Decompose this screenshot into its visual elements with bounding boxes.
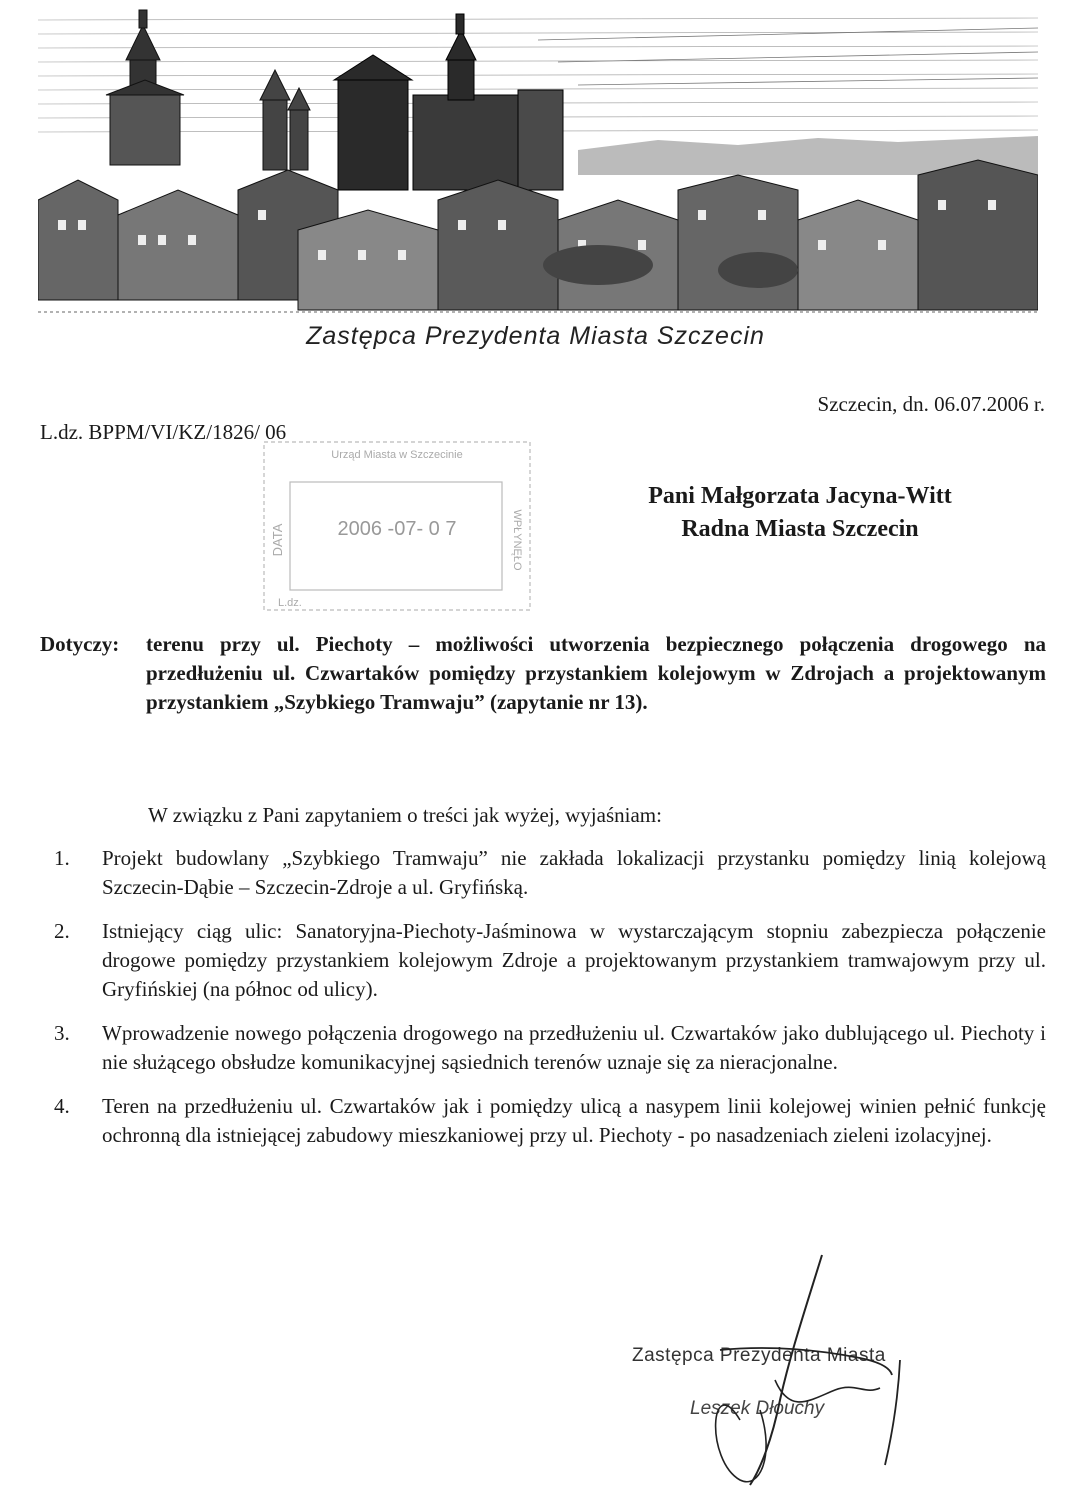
list-item (40, 1019, 1046, 1077)
list-item-text: Istniejący ciąg ulic: Sanatoryjna-Piechoty-Jaśminowa w wystarczającym stopniu zabezpiecza połączenie drogowe pomiędzy przystankiem kolejowym Zdroje a projektowanym przystankiem tramwajowym przy ul. Gryfińskiej (na północ od ulicy). (102, 919, 1046, 1001)
addressee-title: Radna Miasta Szczecin (681, 516, 919, 542)
list-item-number: 1. (54, 846, 70, 870)
numbered-list (40, 844, 1046, 1165)
reference-number: L.dz. BPPM/VI/KZ/1826/ 06 (40, 420, 287, 444)
signature-title: Zastępca Prezydenta Miasta (632, 1345, 886, 1366)
subject-line (40, 630, 1046, 717)
letterhead-illustration (38, 0, 1038, 330)
body-intro: W związku z Pani zapytaniem o treści jak wyżej, wyjaśniam: (148, 803, 662, 827)
list-item (40, 844, 1046, 902)
addressee (560, 480, 1040, 546)
subject-label: Dotyczy: (40, 632, 120, 656)
subject-text: terenu przy ul. Piechoty – możliwości utworzenia bezpiecznego połączenia drogowego na przedłużeniu ul. Czwartaków pomiędzy przystankiem kolejowym w Zdrojach a projektowanym przystankiem „Szybkiego Tramwaju” (zapytanie nr 13). (146, 632, 1046, 714)
stamp-label-left: DATA (270, 523, 285, 557)
addressee-name: Pani Małgorzata Jacyna-Witt (648, 483, 952, 509)
signature-block (600, 1250, 930, 1460)
signature-name: Leszek Dłouchy (690, 1398, 825, 1419)
letterhead-caption: Zastępca Prezydenta Miasta Szczecin (306, 322, 765, 350)
list-item (40, 917, 1046, 1004)
list-item-number: 2. (54, 919, 70, 943)
list-item-text: Projekt budowlany „Szybkiego Tramwaju” nie zakłada lokalizacji przystanku pomiędzy linią kolejową Szczecin-Dąbie – Szczecin-Zdroje a ul. Gryfińską. (102, 846, 1046, 899)
handwritten-signature (600, 1250, 930, 1490)
list-item-text: Teren na przedłużeniu ul. Czwartaków jak i pomiędzy ulicą a nasypem linii kolejowej winien pełnić funkcję ochronną dla istniejącej zabudowy mieszkaniowej przy ul. Piechoty - po nasadzeniach zieleni izolacyjnej. (102, 1094, 1046, 1147)
receipt-stamp (262, 440, 532, 612)
list-item-number: 3. (54, 1021, 70, 1045)
stamp-date: 2006 -07- 0 7 (337, 518, 457, 540)
list-item-number: 4. (54, 1094, 70, 1118)
letter-date: Szczecin, dn. 06.07.2006 r. (817, 392, 1045, 416)
stamp-office: Urząd Miasta w Szczecinie (331, 449, 463, 461)
stamp-label-right: WPŁYNĘŁO (511, 509, 523, 571)
list-item-text: Wprowadzenie nowego połączenia drogowego na przedłużeniu ul. Czwartaków jako dublującego ul. Piechoty i nie służącego obsłudze komunikacyjnej sąsiednich terenów uznaje się za nieracjonalne. (102, 1021, 1046, 1074)
stamp-ldz: L.dz. (278, 597, 302, 609)
list-item (40, 1092, 1046, 1150)
